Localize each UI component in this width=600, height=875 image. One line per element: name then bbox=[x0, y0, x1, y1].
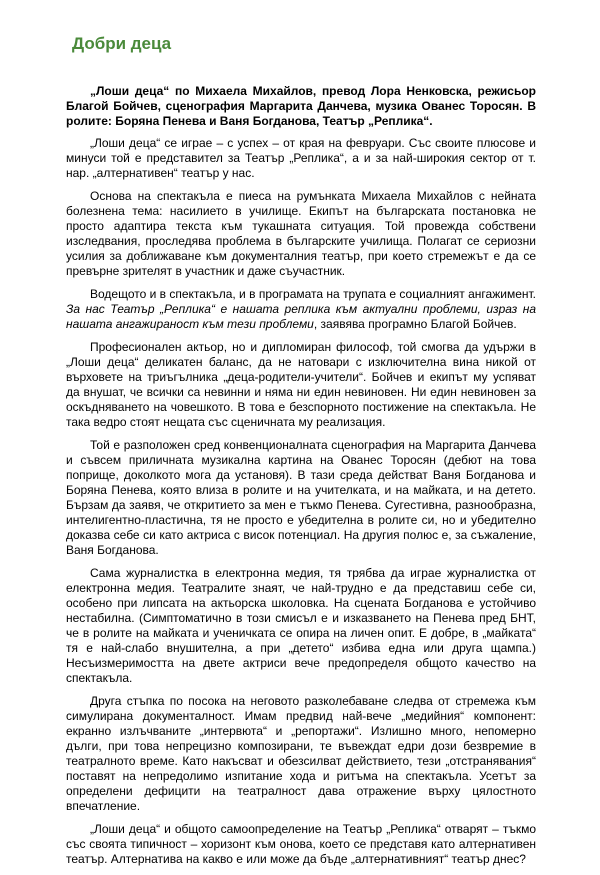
article-lead: „Лоши деца“ по Михаела Михайлов, превод Лора Ненковска, режисьор Благой Бойчев, сценография Маргарита Данчева, музика Ованес Торосян. В ролите: Боряна Пенева и Ваня Богданова, Театър „Реплика“. bbox=[66, 84, 536, 128]
paragraph: Професионален актьор, но и дипломиран философ, той смогва да удържи в „Лоши деца“ деликатен баланс, да не натовари с изключителна вина никой от върховете на триъгълника „деца-родители-учители“. Бойчев и екипът му успяват да внушат, че всички са невинни и няма ни един невиновен. Ни един невиновен за оскъдняването на човешкото. В това е безспорното постижение на спектакъла. Не така ведро стоят нещата със сценичната му реализация. bbox=[66, 340, 536, 429]
article-title: Добри деца bbox=[72, 34, 172, 53]
article-body bbox=[66, 84, 536, 875]
paragraph-text: Водещото и в спектакъла, и в програмата на трупата е социалният ангажимент. bbox=[90, 287, 536, 301]
quote-italic: За нас Театър „Реплика“ е нашата реплика към актуални проблеми, израз на нашата ангажираност към тези проблеми bbox=[66, 302, 536, 331]
paragraph: Друга стъпка по посока на неговото разколебаване следва от стремежа към симулирана документалност. Имам предвид най-вече „медийния“ компонент: екранно излъчваните „интервюта“ и „репортажи“. Излишно много, непомерно дълги, при това непрецизно композирани, те въвеждат едри дози безвремие в театралното време. Като накъсват и обезсилват действието, тези „отстранявания“ поставят на непредолимо изпитание хода и ритъма на спектакъла. Усетът за определени дефицити на театралност дава отражение върху цялостното впечатление. bbox=[66, 694, 536, 813]
paragraph: Основа на спектакъла е пиеса на румънката Михаела Михайлов с нейната болезнена тема: насилието в училище. Екипът на българската постановка не просто адаптира текста към тукашната ситуация. Той провежда собствени изследвания, проследява проблема в българските училища. Полагат се сериозни усилия за доближаване към документалния театър, при което стремежът е да се превърне зрителят в участник и даже съучастник. bbox=[66, 189, 536, 278]
paragraph: „Лоши деца“ се играе – с успех – от края на февруари. Със своите плюсове и минуси той е представител за Театър „Реплика“, а и за най-широкия сектор от т. нар. „алтернативен“ театър у нас. bbox=[66, 136, 536, 180]
paragraph bbox=[66, 287, 536, 332]
paragraph: „Лоши деца“ и общото самоопределение на Театър „Реплика“ отварят – тъкмо със своята типичност – хоризонт към онова, което се представя като алтернативен театър. Алтернатива на какво е или може да бъде „алтернативният“ театър днес? bbox=[66, 822, 536, 866]
paragraph: Той е разположен сред конвенционалната сценография на Маргарита Данчева и съвсем приличната музикална картина на Ованес Торосян (дебют на това поприще, доколкото мога да установя). В тази среда действат Ваня Богданова и Боряна Пенева, която влиза в ролите и на учителката, и на майката, и на детето. Бързам да заявя, че откритието за мен е тъкмо Пенева. Сугестивна, разнообразна, интелигентно-пластична, тя не просто е убедителна в ролите си, но и убедително доказва себе си като актриса с висок потенциал. На другия полюс е, за съжаление, Ваня Богданова. bbox=[66, 438, 536, 557]
paragraph: Сама журналистка в електронна медия, тя трябва да играе журналистка от електронна медия. Театралите знаят, че най-трудно е да представиш себе си, особено при липсата на актьорска школовка. На сцената Богданова е устойчиво нестабилна. (Симптоматично в този смисъл е и изказването на Пенева пред БНТ, че в ролите на майката и ученичката се опира на личен опит. Е добре, в „майката“ тя е най-слабо внушителна, а при „детето“ избива една или друга щампа.) Несъизмеримостта на двете актриси вече предопределя общото качество на спектакъла. bbox=[66, 566, 536, 685]
paragraph-text: , заявява програмно Благой Бойчев. bbox=[313, 317, 517, 331]
